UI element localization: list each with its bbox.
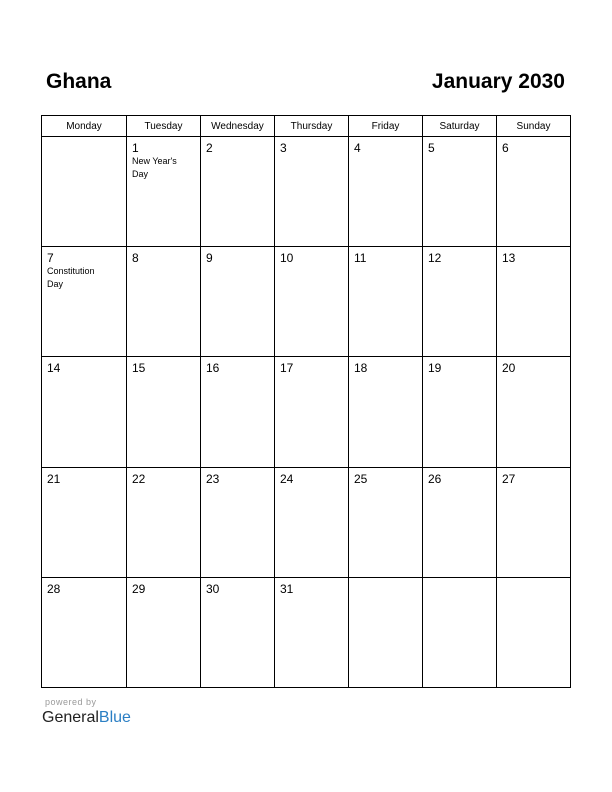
weekday-header-friday: Friday	[349, 116, 423, 137]
weekday-header-wednesday: Wednesday	[201, 116, 275, 137]
day-cell	[201, 357, 275, 467]
day-number: 2	[206, 141, 213, 155]
day-cell	[349, 467, 423, 577]
day-number: 16	[206, 361, 220, 376]
day-cell	[497, 357, 571, 467]
day-number	[497, 578, 570, 582]
day-number: 31	[280, 581, 294, 596]
weekday-header-tuesday: Tuesday	[127, 116, 201, 137]
day-number: 6	[502, 141, 509, 155]
day-cell	[42, 577, 127, 687]
day-cell	[275, 247, 349, 357]
day-number: 20	[502, 361, 516, 376]
day-cell	[497, 137, 571, 247]
day-number: 29	[132, 581, 146, 596]
day-number: 30	[206, 581, 220, 596]
day-number: 5	[428, 141, 435, 155]
day-cell	[423, 577, 497, 687]
week-row	[42, 137, 571, 247]
day-number: 4	[354, 141, 361, 155]
day-number: 21	[47, 471, 61, 486]
day-cell	[42, 357, 127, 467]
holiday-label: Constitution Day	[47, 266, 95, 290]
day-cell	[349, 137, 423, 247]
day-cell	[275, 137, 349, 247]
calendar-grid	[41, 115, 571, 688]
day-number	[349, 578, 422, 582]
day-number: 28	[47, 581, 61, 596]
day-cell	[275, 577, 349, 687]
day-number: 15	[132, 361, 146, 376]
day-cell	[127, 357, 201, 467]
day-number: 3	[280, 141, 287, 155]
weekday-header-sunday: Sunday	[497, 116, 571, 137]
week-row	[42, 577, 571, 687]
day-cell	[349, 577, 423, 687]
weekday-header-monday: Monday	[42, 116, 127, 137]
day-number: 19	[428, 361, 442, 376]
day-number: 11	[354, 251, 367, 266]
weekday-header-saturday: Saturday	[423, 116, 497, 137]
day-cell	[201, 247, 275, 357]
month-year-title: January 2030	[431, 70, 565, 93]
day-number	[423, 578, 496, 582]
day-cell	[497, 247, 571, 357]
day-cell	[423, 467, 497, 577]
day-number: 27	[502, 471, 516, 486]
brand-name-blue: Blue	[98, 709, 131, 726]
day-number: 22	[132, 471, 146, 486]
day-cell	[201, 137, 275, 247]
day-number: 24	[280, 471, 294, 486]
day-number: 9	[206, 251, 213, 266]
week-row	[42, 357, 571, 467]
day-number: 12	[428, 251, 442, 266]
day-cell	[349, 357, 423, 467]
day-number: 25	[354, 471, 368, 486]
day-number: 23	[206, 471, 220, 486]
day-cell	[201, 577, 275, 687]
day-number: 18	[354, 361, 368, 376]
day-cell	[497, 577, 571, 687]
day-cell	[127, 137, 201, 247]
day-number: 26	[428, 471, 442, 486]
day-cell	[275, 357, 349, 467]
day-number: 7	[47, 251, 54, 266]
day-cell	[42, 247, 127, 357]
weekday-header-thursday: Thursday	[275, 116, 349, 137]
day-number: 10	[280, 251, 294, 266]
day-cell	[42, 467, 127, 577]
day-cell	[42, 137, 127, 247]
day-number: 8	[132, 251, 139, 266]
day-number	[42, 137, 126, 141]
holiday-label: New Year's Day	[132, 156, 177, 179]
powered-by-label: powered by	[45, 697, 97, 707]
generalblue-logo	[42, 708, 131, 728]
day-cell	[275, 467, 349, 577]
day-cell	[127, 467, 201, 577]
day-cell	[127, 247, 201, 357]
day-number: 1	[132, 141, 139, 155]
day-cell	[423, 247, 497, 357]
day-cell	[423, 357, 497, 467]
day-number: 13	[502, 251, 516, 266]
day-cell	[127, 577, 201, 687]
day-cell	[497, 467, 571, 577]
day-number: 17	[280, 361, 294, 376]
day-cell	[423, 137, 497, 247]
country-title: Ghana	[46, 70, 112, 93]
brand-name-general: General	[42, 709, 99, 726]
footer-branding	[42, 697, 131, 728]
day-cell	[349, 247, 423, 357]
week-row	[42, 247, 571, 357]
day-cell	[201, 467, 275, 577]
weekday-header-row	[42, 116, 571, 137]
week-row	[42, 467, 571, 577]
day-number: 14	[47, 361, 61, 376]
